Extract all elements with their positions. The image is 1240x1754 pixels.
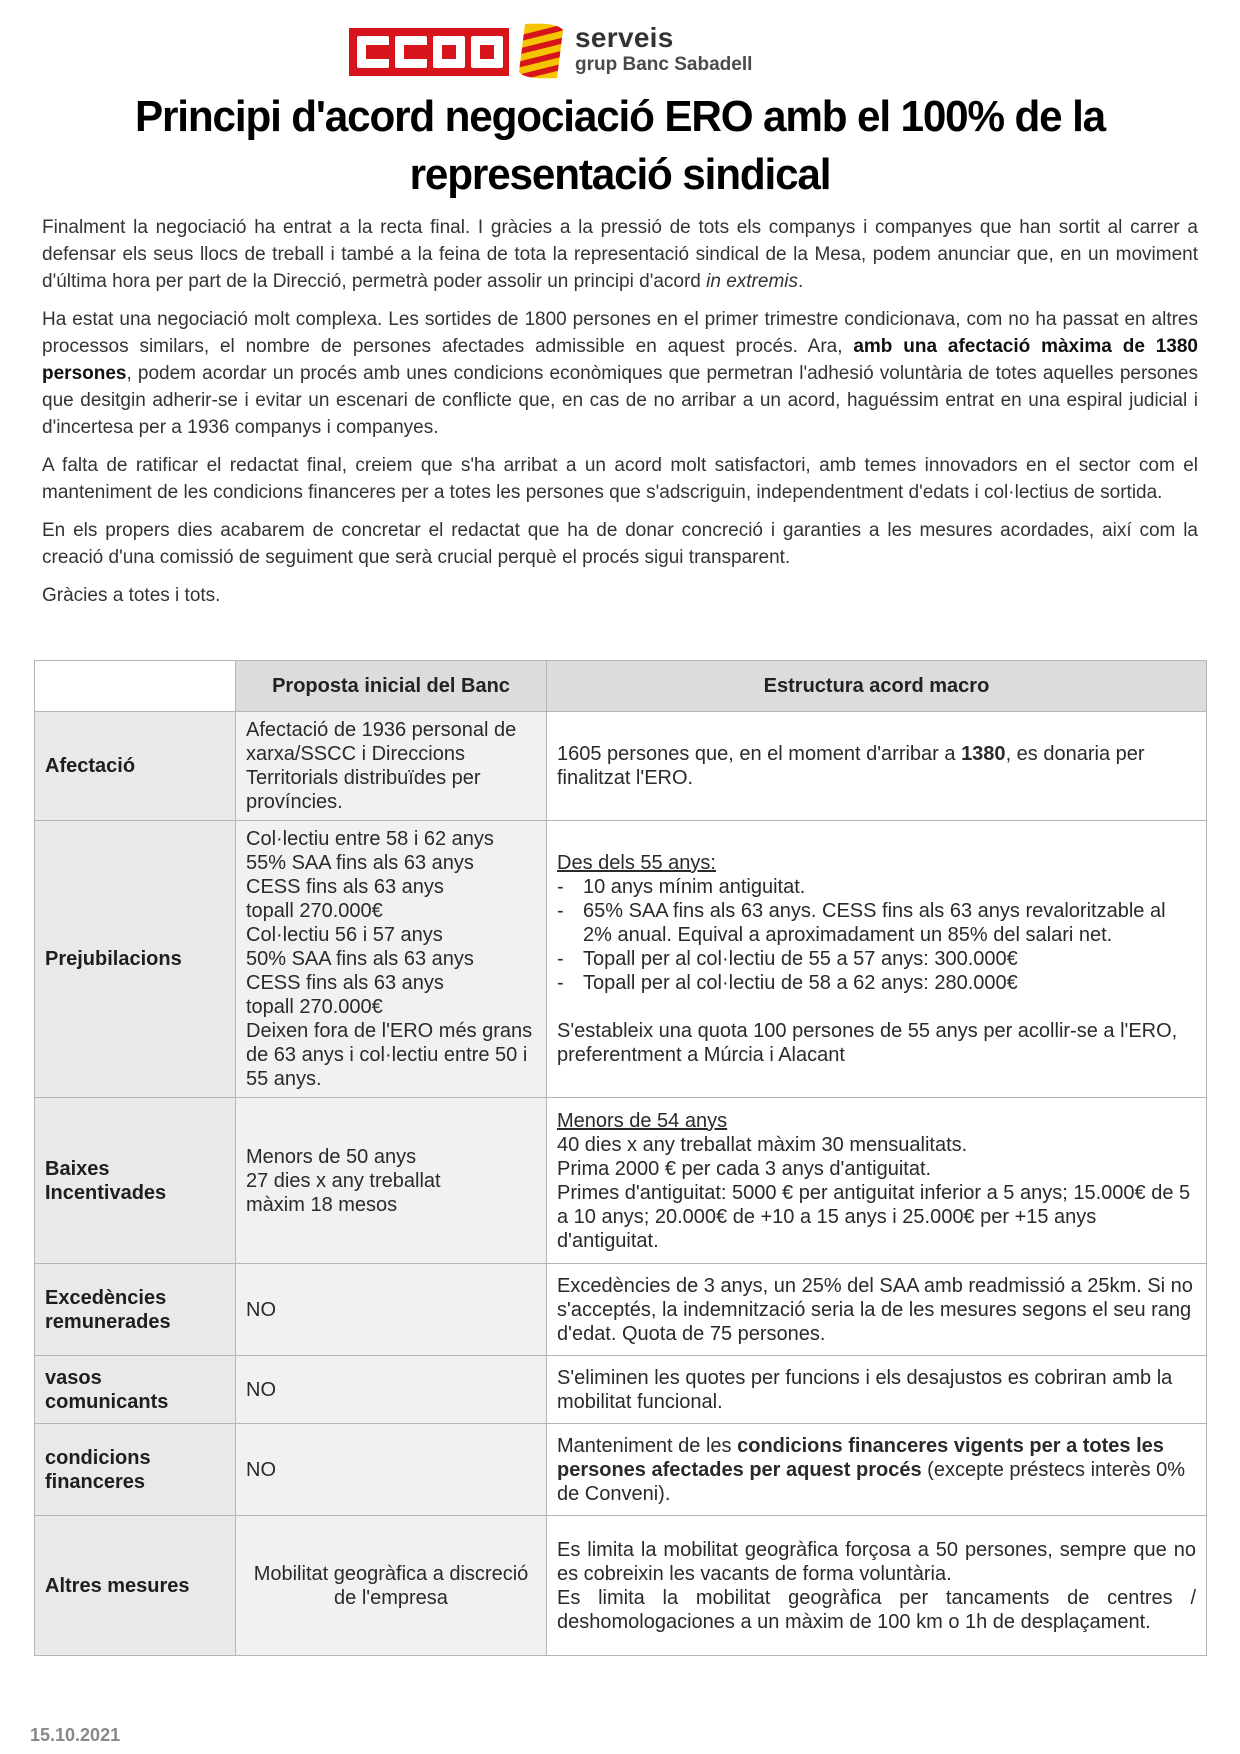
- altres-macro: Es limita la mobilitat geogràfica forçosa a 50 persones, sempre que no es cobreixin les vacants de forma voluntària. Es limita la mobilitat geogràfica per tancaments de centres / deshomologaciones a un màxim de 100 km o 1h de desplaçament.: [547, 1516, 1207, 1656]
- row-label-condicions: condicions financeres: [35, 1424, 236, 1516]
- row-label-baixes: Baixes Incentivades: [35, 1098, 236, 1264]
- list-item: - 10 anys mínim antiguitat.: [557, 875, 1196, 899]
- brand-grup-banc-sabadell: grup Banc Sabadell: [575, 54, 753, 75]
- prejubilacions-initial: Col·lectiu entre 58 i 62 anys 55% SAA fins als 63 anys CESS fins als 63 anys topall 270.000€ Col·lectiu 56 i 57 anys 50% SAA fins als 63 anys CESS fins als 63 anys topall 270.000€ Deixen fora de l'ERO més grans de 63 anys i col·lectiu entre 50 i 55 anys.: [236, 821, 547, 1098]
- table-row-vasos: [35, 1356, 1207, 1424]
- baixes-initial: Menors de 50 anys 27 dies x any treballat màxim 18 mesos: [236, 1098, 547, 1264]
- afectacio-macro: 1605 persones que, en el moment d'arribar a 1380, es donaria per finalitzat l'ERO.: [547, 712, 1207, 821]
- table-row-condicions: [35, 1424, 1207, 1516]
- header-acord-macro: Estructura acord macro: [547, 661, 1207, 712]
- afectacio-initial: Afectació de 1936 personal de xarxa/SSCC i Direccions Territorials distribuïdes per províncies.: [236, 712, 547, 821]
- ccoo-logo: [349, 28, 509, 76]
- list-item: - Topall per al col·lectiu de 55 a 57 anys: 300.000€: [557, 947, 1196, 971]
- baixes-macro: Menors de 54 anys 40 dies x any treballat màxim 30 mensualitats. Prima 2000 € per cada 3 anys d'antiguitat. Primes d'antiguitat: 5000 € per antiguitat inferior a 5 anys; 15.000€ de 5 a 10 anys; 20.000€ de +10 a 15 anys i 25.000€ per +15 anys d'antiguitat.: [547, 1098, 1207, 1264]
- document-date: 15.10.2021: [30, 1725, 121, 1745]
- table-row-prejubilacions: [35, 821, 1207, 1098]
- condicions-macro: Manteniment de les condicions financeres vigents per a totes les persones afectades per aquest procés (excepte préstecs interès 0% de Conveni).: [547, 1424, 1207, 1516]
- row-label-afectacio: Afectació: [35, 712, 236, 821]
- vasos-macro: S'eliminen les quotes per funcions i els desajustos es cobriran amb la mobilitat funcional.: [547, 1356, 1207, 1424]
- excedencies-macro: Excedències de 3 anys, un 25% del SAA amb readmissió a 25km. Si no s'acceptés, la indemnització seria la de les mesures segons el seu rang d'edat. Quota de 75 persones.: [547, 1264, 1207, 1356]
- senyera-flag-icon: [517, 22, 565, 80]
- header-proposta-inicial: Proposta inicial del Banc: [236, 661, 547, 712]
- header-empty: [35, 661, 236, 712]
- table-header-row: [35, 661, 1207, 712]
- table-row-altres: [35, 1516, 1207, 1656]
- header: [349, 22, 769, 82]
- intro-text: [42, 214, 1198, 620]
- table-row-excedencies: [35, 1264, 1207, 1356]
- paragraph-5: Gràcies a totes i tots.: [42, 585, 221, 606]
- comparison-table: [34, 660, 1207, 1656]
- page-title: Principi d'acord negociació ERO amb el 100% de la representació sindical: [134, 92, 1106, 199]
- table-row-afectacio: [35, 712, 1207, 821]
- paragraph-2: Ha estat una negociació molt complexa. Les sortides de 1800 persones en el primer trimestre condicionava, com no ha passat en altres processos similars, el nombre de persones afectades admissible en aquest procés. Ara, amb una afectació màxima de 1380 persones, podem acordar un procés amb unes condicions econòmiques que permetran l'adhesió voluntària de totes aquelles persones que desitgin adherir-se i evitar un escenari de conflicte que, en cas de no arribar a un acord, haguéssim entrat en una espiral judicial i d'incertesa per a 1936 companys i companyes.: [42, 309, 1198, 438]
- prejubilacions-macro: Des dels 55 anys: - 10 anys mínim antiguitat. - 65% SAA fins als 63 anys. CESS fins als 63 anys revaloritzable al 2% anual. Equival a aproximadament un 85% del salari net. - Topall per al col·lectiu de 55 a 57 anys: 300.000€ - Topall per al col·lectiu de 58 a 62 anys: 280.000€ S'estableix una quota 100 persones de 55 anys per acollir-se a l'ERO, preferentment a Múrcia i Alacant: [547, 821, 1207, 1098]
- list-item: - Topall per al col·lectiu de 58 a 62 anys: 280.000€: [557, 971, 1196, 995]
- row-label-excedencies: Excedències remunerades: [35, 1264, 236, 1356]
- condicions-initial: NO: [236, 1424, 547, 1516]
- paragraph-3: A falta de ratificar el redactat final, creiem que s'ha arribat a un acord molt satisfactori, amb temes innovadors en el sector com el manteniment de les condicions financeres per a totes les persones que s'adscriguin, independentment d'edats i col·lectius de sortida.: [42, 455, 1198, 503]
- table-row-baixes: [35, 1098, 1207, 1264]
- row-label-vasos: vasos comunicants: [35, 1356, 236, 1424]
- excedencies-initial: NO: [236, 1264, 547, 1356]
- brand-serveis: serveis: [575, 22, 674, 53]
- paragraph-1: Finalment la negociació ha entrat a la recta final. I gràcies a la pressió de tots els companys i companyes que han sortit al carrer a defensar els seus llocs de treball i també a la feina de tota la representació sindical de la Mesa, podem anunciar que, en un moviment d'última hora per part de la Direcció, permetrà poder assolir un principi d'acord in extremis.: [42, 217, 1198, 292]
- vasos-initial: NO: [236, 1356, 547, 1424]
- list-item: - 65% SAA fins als 63 anys. CESS fins als 63 anys revaloritzable al 2% anual. Equival a aproximadament un 85% del salari net.: [557, 899, 1196, 947]
- altres-initial: Mobilitat geogràfica a discreció de l'empresa: [236, 1516, 547, 1656]
- row-label-prejubilacions: Prejubilacions: [35, 821, 236, 1098]
- row-label-altres: Altres mesures: [35, 1516, 236, 1656]
- paragraph-4: En els propers dies acabarem de concretar el redactat que ha de donar concreció i garanties a les mesures acordades, així com la creació d'una comissió de seguiment que serà crucial perquè el procés sigui transparent.: [42, 520, 1198, 568]
